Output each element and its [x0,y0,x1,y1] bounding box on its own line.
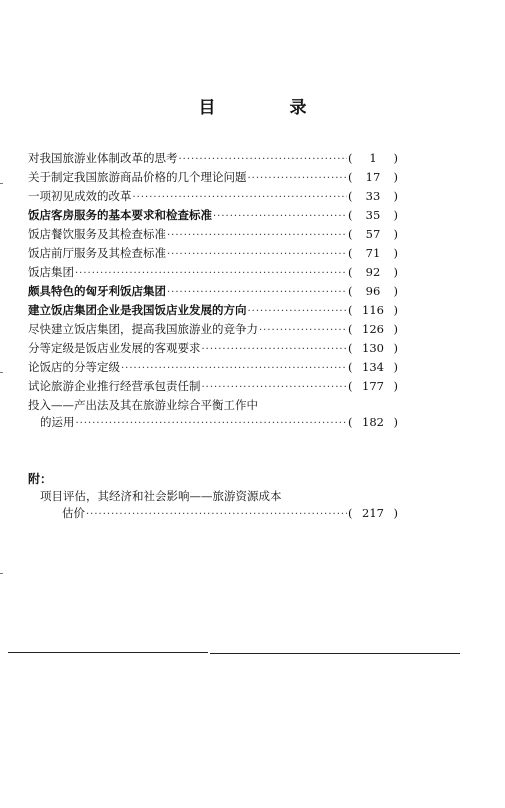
toc-entry-title: 关于制定我国旅游商品价格的几个理论问题 [28,170,247,184]
page-number: 96 [365,284,381,298]
close-bracket: ) [393,322,398,336]
dot-leader [167,230,347,241]
scan-edge-mark [0,372,3,373]
open-bracket: ( [348,227,353,241]
toc-entry[interactable] [28,188,398,207]
page-bottom-rule-left [8,652,208,653]
open-bracket: ( [348,170,353,184]
appendix-entry-page [348,506,398,520]
toc-entry[interactable] [28,169,398,188]
dot-leader [202,344,348,355]
dot-leader [167,287,347,298]
toc-entry[interactable] [28,283,398,302]
appendix-list [40,488,398,524]
close-bracket: ) [393,341,398,355]
appendix-entry[interactable] [40,488,398,505]
dot-leader [76,418,348,429]
open-bracket: ( [348,341,353,355]
page-number: 177 [362,379,384,393]
dot-leader [75,268,347,279]
toc-entry-title: 论饭店的分等定级 [28,360,120,374]
close-bracket: ) [393,379,398,393]
toc-entry-title: 饭店客房服务的基本要求和检查标准 [28,208,212,222]
open-bracket: ( [348,189,353,203]
dot-leader [202,382,348,393]
toc-entry[interactable] [28,302,398,321]
appendix-entry-title-continuation: 估价 [62,506,85,520]
dot-leader [248,173,348,184]
toc-entry-title: 饭店集团 [28,265,74,279]
toc-entry-page [348,341,398,355]
toc-entry[interactable] [28,340,398,359]
page-number: 17 [365,170,381,184]
close-bracket: ) [393,151,398,165]
toc-entry-page [348,322,398,336]
dot-leader [248,306,348,317]
toc-entry-page [348,208,398,222]
open-bracket: ( [348,360,353,374]
toc-entry[interactable] [28,150,398,169]
page-number: 126 [362,322,384,336]
toc-entry[interactable] [28,264,398,283]
toc-entry-page [348,246,398,260]
open-bracket: ( [348,265,353,279]
toc-entry-title: 投入——产出法及其在旅游业综合平衡工作中 [28,398,258,412]
close-bracket: ) [393,415,398,429]
dot-leader [86,509,347,520]
appendix-entry-title: 项目评估，其经济和社会影响——旅游资源成本 [40,489,282,503]
close-bracket: ) [393,227,398,241]
toc-entry-title: 饭店前厅服务及其检查标准 [28,246,166,260]
page-number: 33 [365,189,381,203]
toc-entry-page [348,170,398,184]
page-number: 130 [362,341,384,355]
appendix-entry-continuation[interactable] [40,505,398,524]
open-bracket: ( [348,284,353,298]
dot-leader [121,363,347,374]
dot-leader [167,249,347,260]
page-number: 1 [369,151,377,165]
open-bracket: ( [348,208,353,222]
toc-entry[interactable] [28,207,398,226]
page-number: 217 [362,506,384,520]
page-title: 目 录 [198,98,341,118]
toc-entry-title: 一项初见成效的改革 [28,189,132,203]
toc-entry-page [348,151,398,165]
open-bracket: ( [348,322,353,336]
open-bracket: ( [348,379,353,393]
page-number: 182 [362,415,384,429]
toc-entry[interactable] [28,397,398,414]
toc-entry-title: 试论旅游企业推行经营承包责任制 [28,379,201,393]
toc-entry-title: 颇具特色的匈牙利饭店集团 [28,284,166,298]
open-bracket: ( [348,151,353,165]
toc-entry-title: 饭店餐饮服务及其检查标准 [28,227,166,241]
open-bracket: ( [348,246,353,260]
close-bracket: ) [393,506,398,520]
scan-edge-mark [0,573,3,574]
toc-entry-title-continuation: 的运用 [40,415,75,429]
dot-leader [133,192,348,203]
toc-entry[interactable] [28,226,398,245]
toc-entry[interactable] [28,245,398,264]
page-bottom-rule-right [210,653,460,654]
page-number: 116 [362,303,384,317]
scan-edge-mark [0,183,3,184]
toc-entry[interactable] [28,359,398,378]
toc-entry-page [348,265,398,279]
toc-entry-title: 建立饭店集团企业是我国饭店业发展的方向 [28,303,247,317]
dot-leader [179,154,348,165]
toc-entry-title: 对我国旅游业体制改革的思考 [28,151,178,165]
toc-entry[interactable] [28,378,398,397]
toc-entry-title: 尽快建立饭店集团，提高我国旅游业的竞争力 [28,322,258,336]
toc-entry-page [348,284,398,298]
toc-entry-title: 分等定级是饭店业发展的客观要求 [28,341,201,355]
close-bracket: ) [393,170,398,184]
close-bracket: ) [393,360,398,374]
close-bracket: ) [393,246,398,260]
table-of-contents [28,150,398,433]
toc-entry-page [348,227,398,241]
close-bracket: ) [393,284,398,298]
toc-entry[interactable] [28,321,398,340]
toc-entry-continuation[interactable] [28,414,398,433]
page-number: 134 [362,360,384,374]
open-bracket: ( [348,415,353,429]
toc-entry-page [348,189,398,203]
toc-entry-page [348,415,398,429]
open-bracket: ( [348,303,353,317]
appendix-label: 附： [28,472,53,486]
toc-entry-page [348,379,398,393]
dot-leader [213,211,347,222]
close-bracket: ) [393,303,398,317]
toc-entry-page [348,360,398,374]
page-number: 35 [365,208,381,222]
toc-entry-page [348,303,398,317]
page-number: 92 [365,265,381,279]
page-number: 71 [365,246,381,260]
close-bracket: ) [393,208,398,222]
close-bracket: ) [393,265,398,279]
page-number: 57 [365,227,381,241]
open-bracket: ( [348,506,353,520]
close-bracket: ) [393,189,398,203]
dot-leader [259,325,347,336]
